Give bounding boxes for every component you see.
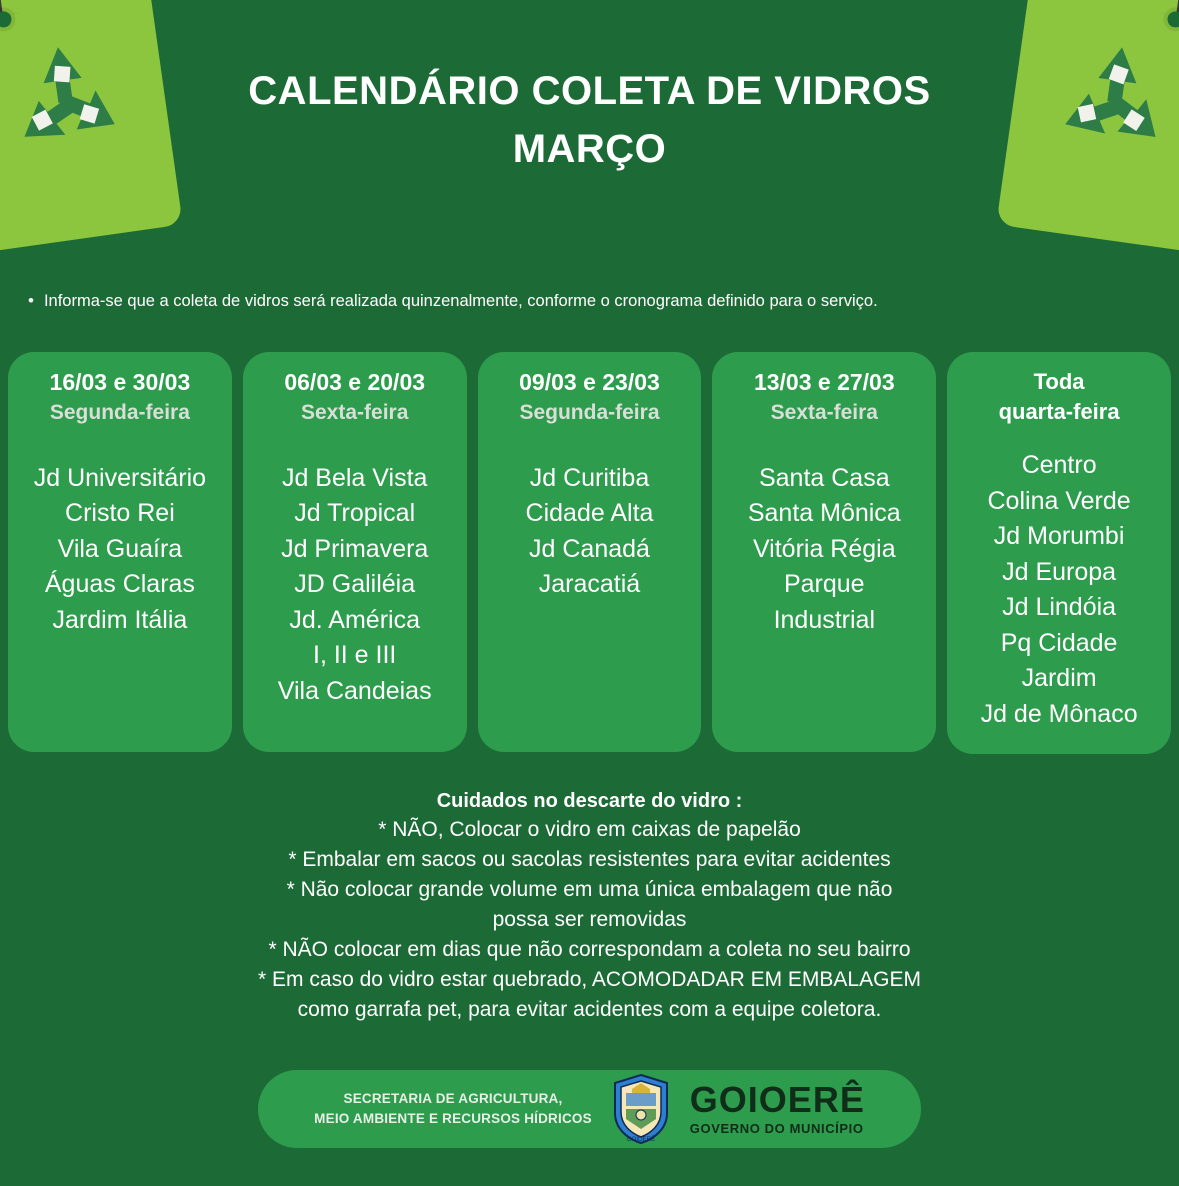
schedule-card — [712, 352, 936, 752]
secretariat-line-1: SECRETARIA DE AGRICULTURA, — [343, 1090, 563, 1106]
tag-string-left — [0, 0, 68, 16]
title-line-1: CALENDÁRIO COLETA DE VIDROS — [248, 69, 931, 113]
list-item: Jd Bela Vista — [281, 463, 428, 492]
list-item: Vila Guaíra — [57, 534, 183, 563]
list-item: Jd de Mônaco — [980, 699, 1138, 728]
list-item: Jd Primavera — [281, 534, 429, 563]
neighborhood-list — [718, 461, 930, 639]
care-title: Cuidados no descarte do vidro : — [436, 790, 743, 812]
card-weekday: Sexta-feira — [301, 401, 409, 425]
care-instructions — [60, 790, 1119, 1025]
care-line: * NÃO colocar em dias que não correspondam a coleta no seu bairro — [268, 938, 911, 962]
brand-subtitle: GOVERNO DO MUNICÍPIO — [689, 1121, 864, 1136]
secretariat-line-2: MEIO AMBIENTE E RECURSOS HÍDRICOS — [314, 1111, 592, 1126]
card-date: Toda — [1033, 369, 1085, 394]
neighborhood-list — [14, 461, 226, 639]
card-weekday: Sexta-feira — [770, 401, 878, 425]
neighborhood-list — [953, 448, 1165, 732]
list-item: Águas Claras — [44, 570, 195, 599]
list-item: Parque — [783, 570, 865, 599]
care-line: como garrafa pet, para evitar acidentes com a equipe coletora. — [297, 998, 882, 1022]
care-line: possa ser removidas — [492, 908, 687, 932]
list-item: Jd Canadá — [529, 534, 650, 563]
card-date: 16/03 e 30/03 — [49, 369, 191, 395]
list-item: Pq Cidade — [1000, 628, 1118, 657]
title-line-2: MARÇO — [512, 127, 667, 171]
care-line: * Em caso do vidro estar quebrado, ACOMODADAR EM EMBALAGEM — [258, 968, 921, 992]
list-item: Centro — [1021, 451, 1097, 480]
schedule-card — [243, 352, 467, 752]
list-item: Santa Casa — [758, 463, 890, 492]
card-date: 09/03 e 23/03 — [519, 369, 660, 395]
coat-of-arms-icon — [610, 1073, 672, 1145]
list-item: Jd. América — [289, 605, 420, 634]
brand-name: GOIOERÊ — [689, 1079, 865, 1120]
list-item: Jd Universitário — [33, 463, 207, 492]
list-item: Jd Morumbi — [993, 522, 1125, 551]
card-weekday: Segunda-feira — [49, 401, 190, 425]
list-item: Jd Curitiba — [529, 463, 650, 492]
list-item: Vila Candeias — [277, 676, 432, 705]
page-title — [0, 62, 1179, 178]
neighborhood-list — [249, 461, 461, 710]
card-weekday: quarta-feira — [998, 399, 1120, 425]
list-item: Santa Mônica — [747, 499, 901, 528]
list-item: Jardim Itália — [52, 605, 188, 634]
list-item: Cidade Alta — [525, 499, 654, 528]
neighborhood-list — [484, 461, 696, 603]
list-item: Cristo Rei — [65, 499, 175, 528]
list-item: Colina Verde — [987, 486, 1131, 515]
card-weekday: Segunda-feira — [519, 401, 660, 425]
list-item: Jd Lindóia — [1002, 593, 1117, 622]
list-item: JD Galiléia — [294, 570, 416, 599]
bullet-icon: • — [28, 291, 34, 310]
list-item: Industrial — [773, 605, 876, 634]
footer-bar — [258, 1070, 921, 1148]
list-item: Vitória Régia — [752, 534, 896, 563]
list-item: Jd Tropical — [294, 499, 416, 528]
care-line: * Não colocar grande volume em uma única embalagem que não — [286, 878, 893, 902]
list-item: Jaracatiá — [538, 570, 641, 599]
secretariat-text — [314, 1089, 592, 1130]
info-note-text: Informa-se que a coleta de vidros será realizada quinzenalmente, conforme o cronograma definido para o serviço. — [43, 292, 878, 310]
svg-text:GOIOERÊ: GOIOERÊ — [626, 1137, 655, 1143]
schedule-card — [478, 352, 702, 752]
card-date: 06/03 e 20/03 — [284, 369, 426, 395]
list-item: Jd Europa — [1002, 557, 1117, 586]
info-note — [28, 290, 1139, 314]
care-line: * NÃO, Colocar o vidro em caixas de papelão — [378, 818, 801, 841]
card-date: 13/03 e 27/03 — [753, 369, 895, 395]
list-item: I, II e III — [313, 641, 397, 670]
schedule-cards — [8, 352, 1171, 754]
brand-block — [689, 1079, 865, 1136]
schedule-card — [8, 352, 232, 752]
schedule-card — [947, 352, 1171, 754]
list-item: Jardim — [1021, 664, 1097, 693]
care-line: * Embalar em sacos ou sacolas resistentes para evitar acidentes — [288, 848, 891, 872]
